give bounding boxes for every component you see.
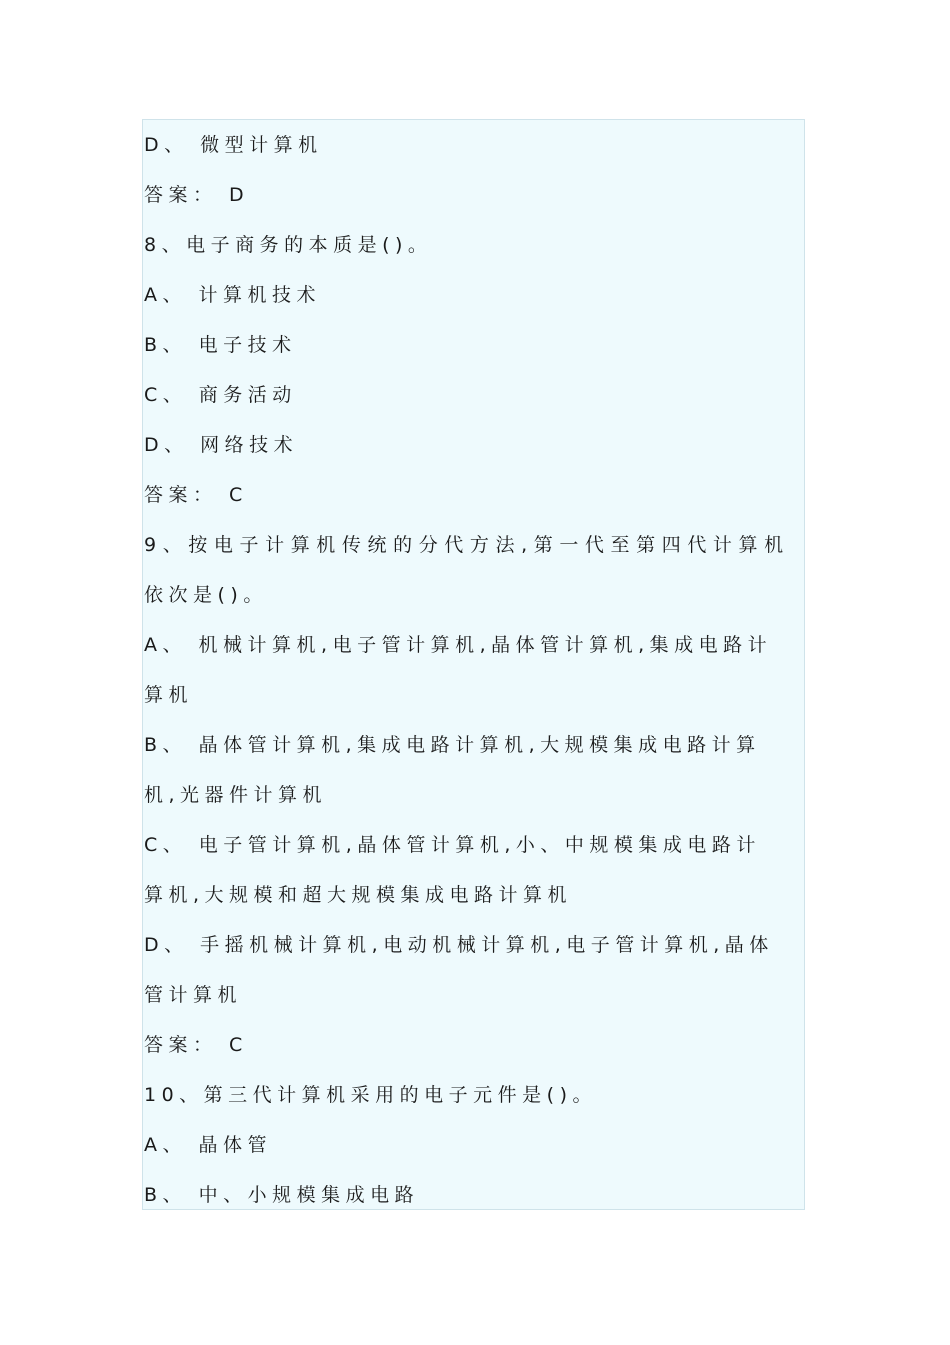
option-d-q8: D、 网络技术 [144, 434, 299, 456]
option-c-q9-line-1: C、 电子管计算机,晶体管计算机,小、中规模集成电路计 [144, 834, 761, 856]
option-a-q9-line-2: 算机 [144, 684, 194, 706]
option-b-q9-line-1: B、 晶体管计算机,集成电路计算机,大规模集成电路计算 [144, 734, 761, 756]
option-a-q10: A、 晶体管 [144, 1134, 273, 1156]
question-8: 8、电子商务的本质是()。 [144, 234, 433, 256]
document-text [144, 120, 806, 1220]
question-9-line-2: 依次是()。 [144, 584, 268, 606]
option-c-q8: C、 商务活动 [144, 384, 297, 406]
option-a-q9-line-1: A、 机械计算机,电子管计算机,晶体管计算机,集成电路计 [144, 634, 773, 656]
answer-q7: 答案： D [144, 184, 250, 206]
question-10: 10、第三代计算机采用的电子元件是()。 [144, 1084, 598, 1106]
option-b-q10: B、 中、小规模集成电路 [144, 1184, 420, 1206]
question-9-line-1: 9、按电子计算机传统的分代方法,第一代至第四代计算机 [144, 534, 790, 556]
option-d-q9-line-2: 管计算机 [144, 984, 243, 1006]
option-a-q8: A、 计算机技术 [144, 284, 322, 306]
option-c-q9-line-2: 算机,大规模和超大规模集成电路计算机 [144, 884, 573, 906]
answer-q8: 答案： C [144, 484, 248, 506]
answer-q9: 答案： C [144, 1034, 248, 1056]
option-d-q9-line-1: D、 手摇机械计算机,电动机械计算机,电子管计算机,晶体 [144, 934, 774, 956]
option-b-q8: B、 电子技术 [144, 334, 297, 356]
option-d-q7: D、 微型计算机 [144, 134, 323, 156]
option-b-q9-line-2: 机,光器件计算机 [144, 784, 328, 806]
